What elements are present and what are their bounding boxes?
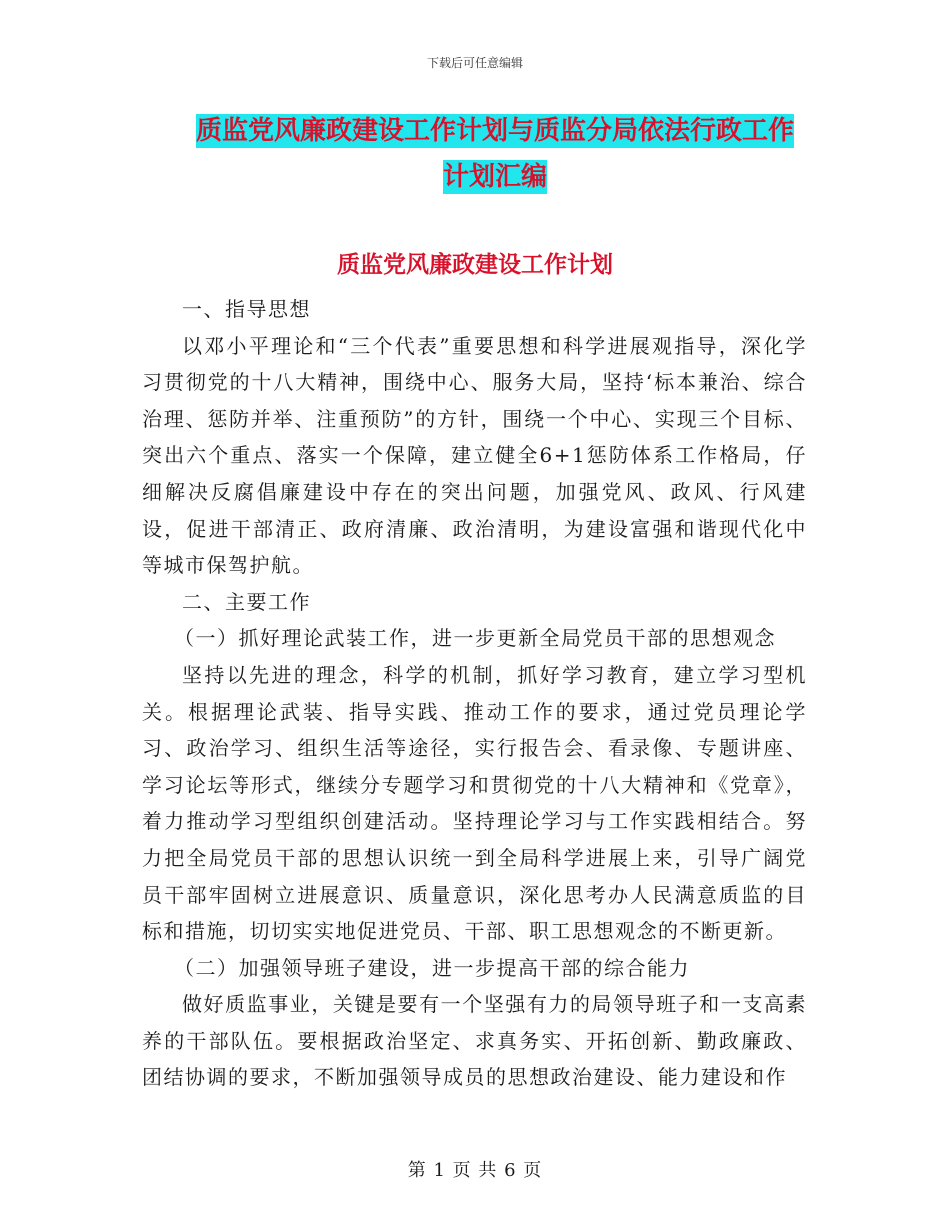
- page-footer-pagination: 第 1 页 共 6 页: [407, 1160, 543, 1181]
- heading-guiding-ideology: 一、指导思想: [182, 297, 311, 321]
- document-title-line-1: 质监党风廉政建设工作计划与质监分局依法行政工作: [195, 116, 794, 146]
- document-title: [140, 108, 850, 200]
- section-title: 质监党风廉政建设工作计划: [337, 251, 613, 278]
- document-body: [142, 291, 807, 1096]
- subheading-leadership: （二）加强领导班子建设，进一步提高干部的综合能力: [174, 955, 690, 980]
- heading-main-work: 二、主要工作: [182, 589, 311, 614]
- paragraph-leadership: 做好质监事业，关键是要有一个坚强有力的局领导班子和一支高素养的干部队伍。要根据政治坚定、求真务实、开拓创新、勤政廉政、团结协调的要求，不断加强领导成员的思想政治建设、能力建设和作: [142, 992, 807, 1090]
- paragraph-guiding-ideology: 以邓小平理论和“三个代表”重要思想和科学进展观指导，深化学习贯彻党的十八大精神，围绕中心、服务大局，坚持‘标本兼治、综合治理、惩防并举、注重预防”的方针，围绕一个中心、实现三个目标、突出六个重点、落实一个保障，建立健全6+1惩防体系工作格局，仔细解决反腐倡廉建设中存在的突出问题，加强党风、政风、行风建设，促进干部清正、政府清廉、政治清明，为建设富强和谐现代化中等城市保驾护航。: [142, 333, 807, 578]
- page-header-note: 下载后可任意编辑: [426, 56, 523, 70]
- document-title-line-2: 计划汇编: [442, 162, 547, 192]
- paragraph-theory-work: 坚持以先进的理念，科学的机制，抓好学习教育，建立学习型机关。根据理论武装、指导实践、推动工作的要求，通过党员理论学习、政治学习、组织生活等途径，实行报告会、看录像、专题讲座、学习论坛等形式，继续分专题学习和贯彻党的十八大精神和《党章》，着力推动学习型组织创建活动。坚持理论学习与工作实践相结合。努力把全局党员干部的思想认识统一到全局科学进展上来，引导广阔党员干部牢固树立进展意识、质量意识，深化思考办人民满意质监的目标和措施，切切实实地促进党员、干部、职工思想观念的不断更新。: [142, 662, 807, 944]
- subheading-theory-work: （一）抓好理论武装工作，进一步更新全局党员干部的思想观念: [174, 626, 776, 651]
